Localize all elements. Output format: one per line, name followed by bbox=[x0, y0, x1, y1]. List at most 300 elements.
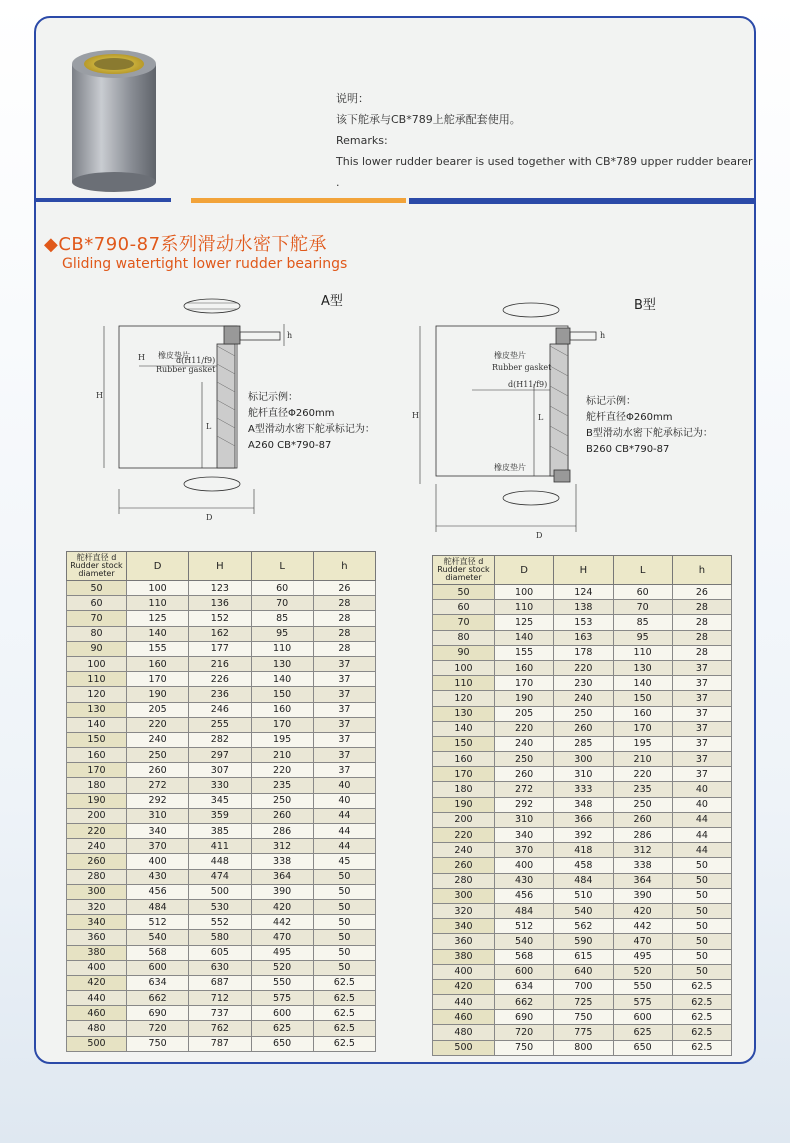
table-cell: 460 bbox=[67, 1006, 127, 1021]
table-cell: 360 bbox=[67, 930, 127, 945]
table-row bbox=[433, 615, 732, 630]
table-cell: 110 bbox=[67, 672, 127, 687]
table-cell: 37 bbox=[672, 676, 731, 691]
table-cell: 750 bbox=[495, 1040, 554, 1055]
table-cell: 150 bbox=[251, 687, 313, 702]
table-cell: 50 bbox=[672, 919, 731, 934]
table-cell: 37 bbox=[313, 656, 375, 671]
table-cell: 177 bbox=[189, 641, 251, 656]
table-cell: 615 bbox=[554, 949, 613, 964]
table-cell: 50 bbox=[672, 903, 731, 918]
table-cell: 123 bbox=[189, 581, 251, 596]
table-cell: 442 bbox=[613, 919, 672, 934]
table-cell: 520 bbox=[251, 960, 313, 975]
table-cell: 50 bbox=[313, 899, 375, 914]
table-cell: 110 bbox=[495, 600, 554, 615]
table-cell: 125 bbox=[127, 611, 189, 626]
table-row bbox=[67, 808, 376, 823]
table-cell: 28 bbox=[313, 641, 375, 656]
table-cell: 40 bbox=[313, 793, 375, 808]
table-cell: 340 bbox=[433, 919, 495, 934]
divider-stripe-accent bbox=[191, 198, 406, 203]
table-cell: 484 bbox=[495, 903, 554, 918]
table-cell: 150 bbox=[613, 691, 672, 706]
table-cell: 392 bbox=[554, 828, 613, 843]
table-row bbox=[67, 732, 376, 747]
table-cell: 120 bbox=[433, 691, 495, 706]
table-cell: 70 bbox=[613, 600, 672, 615]
table-cell: 246 bbox=[189, 702, 251, 717]
table-cell: 687 bbox=[189, 975, 251, 990]
table-cell: 370 bbox=[127, 839, 189, 854]
table-cell: 80 bbox=[67, 626, 127, 641]
table-cell: 630 bbox=[189, 960, 251, 975]
table-cell: 430 bbox=[127, 869, 189, 884]
table-cell: 420 bbox=[67, 975, 127, 990]
table-cell: 418 bbox=[554, 843, 613, 858]
table-cell: 60 bbox=[251, 581, 313, 596]
table-cell: 312 bbox=[613, 843, 672, 858]
table-cell: 260 bbox=[127, 763, 189, 778]
table-cell: 37 bbox=[672, 691, 731, 706]
table-cell: 220 bbox=[251, 763, 313, 778]
header-cn: 舵杆直径 d bbox=[443, 557, 484, 566]
table-cell: 300 bbox=[554, 752, 613, 767]
table-cell: 255 bbox=[189, 717, 251, 732]
table-cell: 160 bbox=[251, 702, 313, 717]
table-cell: 235 bbox=[613, 782, 672, 797]
table-cell: 60 bbox=[433, 600, 495, 615]
table-cell: 125 bbox=[495, 615, 554, 630]
table-cell: 85 bbox=[613, 615, 672, 630]
header-H: H bbox=[554, 556, 613, 585]
table-cell: 292 bbox=[127, 793, 189, 808]
table-cell: 37 bbox=[672, 721, 731, 736]
table-cell: 720 bbox=[495, 1025, 554, 1040]
table-cell: 600 bbox=[127, 960, 189, 975]
table-cell: 310 bbox=[495, 812, 554, 827]
table-cell: 720 bbox=[127, 1021, 189, 1036]
table-cell: 37 bbox=[672, 660, 731, 675]
table-cell: 90 bbox=[67, 641, 127, 656]
header-D: D bbox=[495, 556, 554, 585]
table-row bbox=[433, 736, 732, 751]
table-row bbox=[433, 585, 732, 600]
table-cell: 50 bbox=[672, 934, 731, 949]
table-cell: 700 bbox=[554, 979, 613, 994]
dim-h-small-label: h bbox=[600, 331, 606, 340]
table-cell: 37 bbox=[313, 748, 375, 763]
table-cell: 590 bbox=[554, 934, 613, 949]
table-cell: 190 bbox=[127, 687, 189, 702]
table-cell: 205 bbox=[495, 706, 554, 721]
table-row bbox=[67, 869, 376, 884]
table-cell: 178 bbox=[554, 645, 613, 660]
table-cell: 575 bbox=[613, 995, 672, 1010]
table-cell: 50 bbox=[313, 930, 375, 945]
table-row bbox=[67, 641, 376, 656]
dim-H-label: H bbox=[96, 391, 103, 400]
table-cell: 411 bbox=[189, 839, 251, 854]
table-row bbox=[67, 945, 376, 960]
table-cell: 307 bbox=[189, 763, 251, 778]
table-row bbox=[67, 824, 376, 839]
header-h: h bbox=[672, 556, 731, 585]
table-cell: 26 bbox=[672, 585, 731, 600]
table-row bbox=[67, 611, 376, 626]
table-cell: 220 bbox=[554, 660, 613, 675]
table-row bbox=[67, 702, 376, 717]
table-cell: 138 bbox=[554, 600, 613, 615]
marking-example-a bbox=[248, 390, 375, 454]
table-cell: 690 bbox=[127, 1006, 189, 1021]
table-cell: 210 bbox=[251, 748, 313, 763]
table-cell: 540 bbox=[495, 934, 554, 949]
dim-D-label: D bbox=[536, 531, 543, 540]
table-cell: 62.5 bbox=[313, 1036, 375, 1051]
table-cell: 62.5 bbox=[672, 1010, 731, 1025]
table-row bbox=[433, 767, 732, 782]
table-cell: 28 bbox=[672, 615, 731, 630]
divider-stripe bbox=[36, 198, 171, 202]
table-cell: 500 bbox=[67, 1036, 127, 1051]
table-cell: 120 bbox=[67, 687, 127, 702]
table-cell: 200 bbox=[433, 812, 495, 827]
table-cell: 240 bbox=[67, 839, 127, 854]
table-row bbox=[433, 676, 732, 691]
table-cell: 26 bbox=[313, 581, 375, 596]
table-cell: 737 bbox=[189, 1006, 251, 1021]
table-row bbox=[433, 691, 732, 706]
marking-example-b bbox=[586, 394, 713, 458]
header-stock-diameter bbox=[433, 556, 495, 585]
table-cell: 320 bbox=[67, 899, 127, 914]
header-en: Rudder stock diameter bbox=[437, 565, 490, 582]
table-cell: 180 bbox=[433, 782, 495, 797]
table-row bbox=[67, 975, 376, 990]
table-cell: 40 bbox=[672, 797, 731, 812]
table-row bbox=[433, 721, 732, 736]
table-cell: 272 bbox=[495, 782, 554, 797]
table-row bbox=[433, 645, 732, 660]
table-cell: 500 bbox=[189, 884, 251, 899]
table-cell: 420 bbox=[251, 899, 313, 914]
table-row bbox=[67, 1006, 376, 1021]
table-cell: 456 bbox=[127, 884, 189, 899]
table-cell: 180 bbox=[67, 778, 127, 793]
table-cell: 44 bbox=[672, 828, 731, 843]
table-row bbox=[433, 888, 732, 903]
table-cell: 340 bbox=[495, 828, 554, 843]
table-cell: 37 bbox=[672, 767, 731, 782]
table-cell: 470 bbox=[613, 934, 672, 949]
table-cell: 312 bbox=[251, 839, 313, 854]
dim-D-label: D bbox=[206, 513, 213, 522]
dim-H-label: H bbox=[412, 411, 419, 420]
table-cell: 170 bbox=[67, 763, 127, 778]
table-cell: 28 bbox=[672, 630, 731, 645]
table-cell: 62.5 bbox=[313, 991, 375, 1006]
gasket-cn-label: 橡皮垫片 bbox=[494, 351, 526, 360]
table-row bbox=[433, 858, 732, 873]
section-title-cn: CB*790-87系列滑动水密下舵承 bbox=[58, 234, 328, 255]
table-cell: 474 bbox=[189, 869, 251, 884]
table-cell: 37 bbox=[672, 752, 731, 767]
table-cell: 380 bbox=[433, 949, 495, 964]
table-cell: 170 bbox=[127, 672, 189, 687]
table-cell: 370 bbox=[495, 843, 554, 858]
table-row bbox=[67, 581, 376, 596]
table-cell: 44 bbox=[313, 824, 375, 839]
table-cell: 600 bbox=[495, 964, 554, 979]
table-cell: 28 bbox=[313, 611, 375, 626]
table-cell: 260 bbox=[251, 808, 313, 823]
table-cell: 280 bbox=[433, 873, 495, 888]
table-cell: 550 bbox=[251, 975, 313, 990]
table-cell: 170 bbox=[613, 721, 672, 736]
table-row bbox=[433, 630, 732, 645]
table-cell: 37 bbox=[672, 736, 731, 751]
table-cell: 100 bbox=[433, 660, 495, 675]
table-cell: 260 bbox=[495, 767, 554, 782]
table-cell: 625 bbox=[251, 1021, 313, 1036]
gasket2-cn-label: 橡皮垫片 bbox=[494, 463, 526, 472]
table-cell: 484 bbox=[554, 873, 613, 888]
table-cell: 40 bbox=[313, 778, 375, 793]
table-cell: 634 bbox=[127, 975, 189, 990]
spec-table-b bbox=[432, 555, 732, 1056]
fit-label: d(H11/f9) bbox=[176, 356, 216, 365]
table-cell: 634 bbox=[495, 979, 554, 994]
table-cell: 50 bbox=[672, 949, 731, 964]
table-row bbox=[433, 1010, 732, 1025]
table-row bbox=[433, 843, 732, 858]
divider-stripe bbox=[409, 198, 755, 204]
table-cell: 160 bbox=[495, 660, 554, 675]
table-cell: 85 bbox=[251, 611, 313, 626]
table-cell: 310 bbox=[127, 808, 189, 823]
remarks-en-title: Remarks: bbox=[336, 134, 388, 147]
table-cell: 580 bbox=[189, 930, 251, 945]
table-cell: 338 bbox=[251, 854, 313, 869]
table-cell: 160 bbox=[433, 752, 495, 767]
table-cell: 62.5 bbox=[672, 995, 731, 1010]
table-cell: 62.5 bbox=[672, 979, 731, 994]
table-cell: 200 bbox=[67, 808, 127, 823]
table-row bbox=[433, 782, 732, 797]
table-row bbox=[67, 596, 376, 611]
table-cell: 430 bbox=[495, 873, 554, 888]
note-line: A型滑动水密下舵承标记为： bbox=[248, 424, 375, 435]
type-b-label: B型 bbox=[634, 298, 656, 313]
table-cell: 650 bbox=[613, 1040, 672, 1055]
table-cell: 60 bbox=[67, 596, 127, 611]
gasket-en-label: Rubber gasket bbox=[492, 363, 552, 372]
table-cell: 62.5 bbox=[672, 1040, 731, 1055]
table-row bbox=[67, 960, 376, 975]
table-cell: 160 bbox=[127, 656, 189, 671]
table-cell: 442 bbox=[251, 915, 313, 930]
table-cell: 62.5 bbox=[313, 975, 375, 990]
table-cell: 95 bbox=[251, 626, 313, 641]
table-cell: 484 bbox=[127, 899, 189, 914]
header-stock-diameter bbox=[67, 552, 127, 581]
table-cell: 495 bbox=[613, 949, 672, 964]
table-row bbox=[433, 949, 732, 964]
table-cell: 240 bbox=[127, 732, 189, 747]
table-cell: 280 bbox=[67, 869, 127, 884]
table-cell: 44 bbox=[672, 812, 731, 827]
header-h: h bbox=[313, 552, 375, 581]
note-line: 标记示例： bbox=[586, 396, 636, 407]
remarks-block bbox=[336, 88, 754, 193]
table-row bbox=[433, 812, 732, 827]
table-cell: 50 bbox=[672, 964, 731, 979]
table-cell: 28 bbox=[672, 645, 731, 660]
remarks-cn-title: 说明： bbox=[336, 92, 369, 105]
table-row bbox=[67, 717, 376, 732]
table-row bbox=[433, 979, 732, 994]
table-cell: 50 bbox=[433, 585, 495, 600]
table-cell: 50 bbox=[672, 888, 731, 903]
table-cell: 458 bbox=[554, 858, 613, 873]
diamond-bullet-icon: ◆ bbox=[44, 234, 59, 255]
table-cell: 28 bbox=[313, 626, 375, 641]
table-cell: 205 bbox=[127, 702, 189, 717]
table-cell: 80 bbox=[433, 630, 495, 645]
table-cell: 62.5 bbox=[313, 1021, 375, 1036]
table-cell: 170 bbox=[495, 676, 554, 691]
table-cell: 210 bbox=[613, 752, 672, 767]
table-row bbox=[67, 778, 376, 793]
table-cell: 40 bbox=[672, 782, 731, 797]
table-row bbox=[67, 884, 376, 899]
table-cell: 62.5 bbox=[672, 1025, 731, 1040]
table-cell: 130 bbox=[67, 702, 127, 717]
table-cell: 140 bbox=[127, 626, 189, 641]
table-cell: 260 bbox=[433, 858, 495, 873]
table-row bbox=[67, 748, 376, 763]
table-cell: 50 bbox=[313, 945, 375, 960]
table-cell: 345 bbox=[189, 793, 251, 808]
table-cell: 540 bbox=[554, 903, 613, 918]
table-cell: 170 bbox=[251, 717, 313, 732]
table-cell: 190 bbox=[433, 797, 495, 812]
table-cell: 220 bbox=[613, 767, 672, 782]
table-row bbox=[67, 672, 376, 687]
table-header-row bbox=[433, 556, 732, 585]
table-cell: 260 bbox=[613, 812, 672, 827]
table-row bbox=[67, 763, 376, 778]
table-cell: 152 bbox=[189, 611, 251, 626]
table-cell: 400 bbox=[67, 960, 127, 975]
table-cell: 495 bbox=[251, 945, 313, 960]
table-cell: 512 bbox=[495, 919, 554, 934]
header-L: L bbox=[613, 556, 672, 585]
table-row bbox=[67, 1036, 376, 1051]
table-cell: 520 bbox=[613, 964, 672, 979]
table-header-row bbox=[67, 552, 376, 581]
note-line: 标记示例： bbox=[248, 392, 298, 403]
table-cell: 110 bbox=[433, 676, 495, 691]
table-cell: 140 bbox=[67, 717, 127, 732]
table-cell: 250 bbox=[495, 752, 554, 767]
table-cell: 226 bbox=[189, 672, 251, 687]
table-cell: 100 bbox=[127, 581, 189, 596]
table-cell: 195 bbox=[613, 736, 672, 751]
table-cell: 568 bbox=[495, 949, 554, 964]
table-row bbox=[433, 919, 732, 934]
table-cell: 50 bbox=[313, 884, 375, 899]
table-row bbox=[67, 626, 376, 641]
dim-L-label: L bbox=[538, 413, 544, 422]
table-cell: 240 bbox=[495, 736, 554, 751]
table-row bbox=[433, 1025, 732, 1040]
table-cell: 456 bbox=[495, 888, 554, 903]
table-cell: 140 bbox=[433, 721, 495, 736]
table-cell: 220 bbox=[495, 721, 554, 736]
table-row bbox=[67, 915, 376, 930]
table-cell: 762 bbox=[189, 1021, 251, 1036]
table-row bbox=[67, 1021, 376, 1036]
table-cell: 338 bbox=[613, 858, 672, 873]
table-cell: 550 bbox=[613, 979, 672, 994]
table-cell: 250 bbox=[613, 797, 672, 812]
table-cell: 190 bbox=[67, 793, 127, 808]
table-row bbox=[433, 706, 732, 721]
table-cell: 28 bbox=[313, 596, 375, 611]
header-en: Rudder stock diameter bbox=[70, 561, 123, 578]
table-cell: 420 bbox=[433, 979, 495, 994]
table-cell: 240 bbox=[554, 691, 613, 706]
header-D: D bbox=[127, 552, 189, 581]
table-cell: 568 bbox=[127, 945, 189, 960]
table-cell: 240 bbox=[433, 843, 495, 858]
table-cell: 440 bbox=[67, 991, 127, 1006]
table-cell: 160 bbox=[613, 706, 672, 721]
table-row bbox=[67, 899, 376, 914]
table-cell: 130 bbox=[613, 660, 672, 675]
table-cell: 470 bbox=[251, 930, 313, 945]
table-cell: 236 bbox=[189, 687, 251, 702]
table-cell: 662 bbox=[495, 995, 554, 1010]
table-row bbox=[433, 995, 732, 1010]
table-cell: 136 bbox=[189, 596, 251, 611]
table-row bbox=[433, 964, 732, 979]
table-row bbox=[433, 828, 732, 843]
table-cell: 272 bbox=[127, 778, 189, 793]
table-row bbox=[433, 903, 732, 918]
table-cell: 366 bbox=[554, 812, 613, 827]
table-cell: 155 bbox=[495, 645, 554, 660]
table-cell: 640 bbox=[554, 964, 613, 979]
table-row bbox=[67, 793, 376, 808]
table-cell: 460 bbox=[433, 1010, 495, 1025]
table-cell: 540 bbox=[127, 930, 189, 945]
table-cell: 605 bbox=[189, 945, 251, 960]
table-cell: 787 bbox=[189, 1036, 251, 1051]
table-cell: 340 bbox=[67, 915, 127, 930]
table-cell: 37 bbox=[313, 702, 375, 717]
bearing-photo bbox=[64, 44, 164, 194]
table-cell: 220 bbox=[127, 717, 189, 732]
table-cell: 70 bbox=[433, 615, 495, 630]
table-cell: 150 bbox=[433, 736, 495, 751]
table-row bbox=[433, 660, 732, 675]
table-cell: 235 bbox=[251, 778, 313, 793]
note-line: B型滑动水密下舵承标记为： bbox=[586, 428, 713, 439]
table-row bbox=[67, 854, 376, 869]
